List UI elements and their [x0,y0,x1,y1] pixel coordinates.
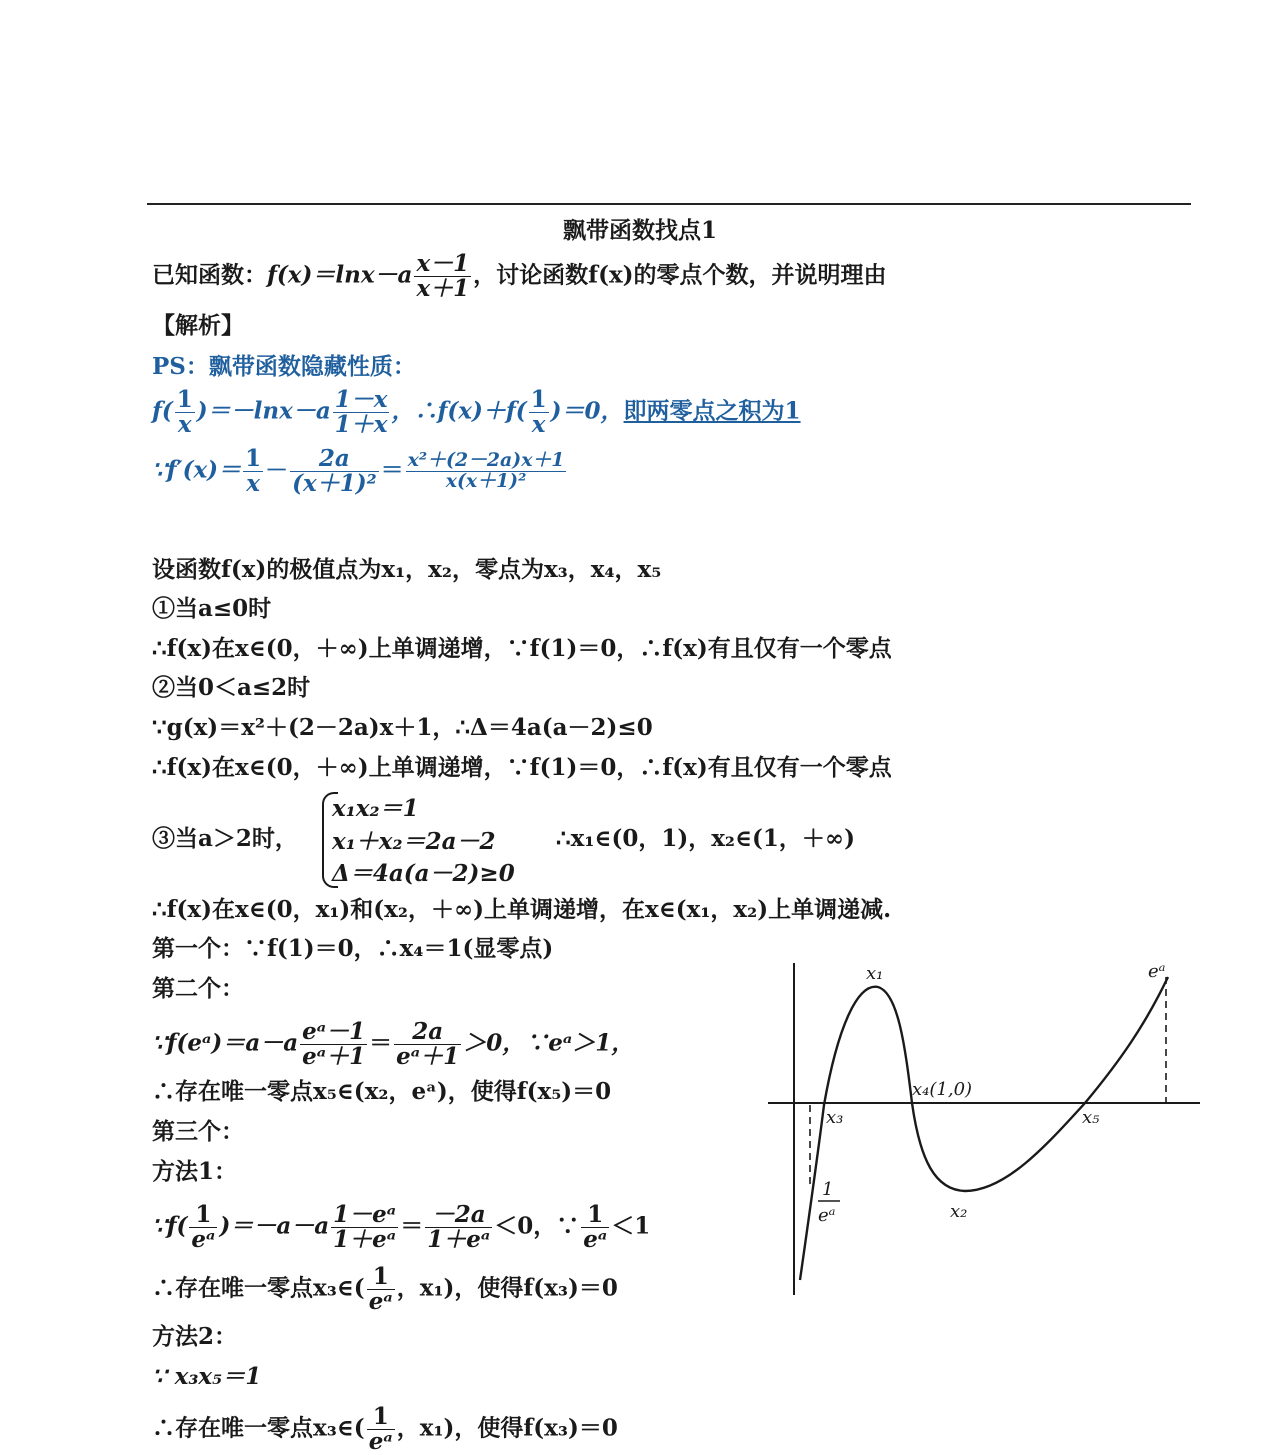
fraction-numerator: eᵃ－1 [302,1018,366,1045]
math-text: ＝ [369,1029,393,1057]
ps-fraction [406,451,567,492]
math-fraction [581,1203,609,1252]
system-eq-1: x₁x₂＝1 [332,795,419,822]
ps-line-1 [152,388,801,437]
fraction-denominator: eᵃ [583,1226,608,1254]
math-fraction [425,1203,492,1252]
method-1-result [152,1265,618,1314]
problem-statement [152,252,887,301]
first-zero: 第一个：∵f(1)＝0，∴x₄＝1(显零点) [152,935,554,962]
case-1-heading: ①当a≤0时 [152,595,272,622]
page-title: 飘带函数找点1 [562,217,717,244]
math-text: ∵f(eᵃ)＝a－a [152,1029,299,1057]
fraction-numerator: 1－eᵃ [333,1201,397,1228]
case-3-conclusion: ∴x₁∈(0，1)，x₂∈(1，＋∞) [556,825,855,852]
problem-prefix: 已知函数： [152,261,267,289]
fraction-denominator: 1＋eᵃ [333,1226,397,1254]
label-ea: eᵃ [1148,961,1166,982]
math-text: ＝ [400,1212,424,1240]
problem-fraction [414,252,471,301]
second-heading: 第二个： [152,975,244,1002]
ps-underlined-note: 即两零点之积为1 [623,397,801,425]
method-2-heading: 方法2： [152,1323,238,1350]
method-1-derivation [152,1203,650,1252]
label-x4: x₄(1,0) [912,1079,973,1100]
math-fraction [300,1020,367,1069]
math-text: ∵f( [152,1212,188,1240]
ps-line-2 [152,447,568,496]
math-text: )＝－a－a [219,1212,330,1240]
label-inverse-denominator: eᵃ [818,1205,836,1226]
ps-text: f( [152,397,173,425]
fraction-numerator: 1 [367,1265,395,1290]
fraction-denominator: x＋1 [416,275,470,303]
fraction-denominator: eᵃ [191,1226,216,1254]
ps-text: ∵f′(x)＝ [152,456,242,484]
top-rule [147,203,1191,205]
fraction-numerator: 1 [176,386,193,413]
system-eq-2: x₁＋x₂＝2a－2 [332,828,496,855]
setup-line: 设函数f(x)的极值点为x₁，x₂，零点为x₃，x₄，x₅ [152,556,662,583]
label-x3: x₃ [826,1107,844,1128]
ps-heading: PS：飘带函数隐藏性质： [152,353,416,380]
fraction-numerator: －2a [425,1203,492,1228]
function-graph [760,955,1205,1300]
label-x1: x₁ [866,963,884,984]
math-fraction [367,1405,395,1454]
fraction-numerator: 1 [189,1203,217,1228]
math-text: ＜1 [611,1212,651,1240]
case-1-result: ∴f(x)在x∈(0，＋∞)上单调递增，∵f(1)＝0，∴f(x)有且仅有一个零点 [152,635,892,662]
method-2-relation: ∵ x₃x₅＝1 [152,1363,262,1390]
math-text: ，x₁)，使得f(x₃)＝0 [396,1274,618,1302]
method-2-result [152,1405,618,1454]
fraction-numerator: 1 [367,1405,395,1430]
math-text: ∴存在唯一零点x₃∈( [152,1414,365,1442]
math-text: ＜0，∵ [494,1212,580,1240]
case-2-result: ∴f(x)在x∈(0，＋∞)上单调递增，∵f(1)＝0，∴f(x)有且仅有一个零点 [152,754,892,781]
ps-text: )＝0， [550,397,624,425]
fraction-numerator: 1 [530,386,547,413]
ps-fraction [243,447,263,496]
math-text: ，x₁)，使得f(x₃)＝0 [396,1414,618,1442]
label-x5: x₅ [1082,1107,1100,1128]
case-2-heading: ②当0＜a≤2时 [152,674,311,701]
fraction-denominator: x(x＋1)² [445,470,527,493]
function-definition: f(x)＝lnx－a [267,261,413,289]
fraction-numerator: x－1 [416,250,470,277]
math-fraction [367,1265,395,1314]
second-derivation [152,1020,634,1069]
fraction-denominator: (x＋1)² [292,470,377,498]
fraction-numerator: 1 [581,1203,609,1228]
math-fraction [331,1203,398,1252]
ps-text: － [265,456,289,484]
math-fraction [394,1020,461,1069]
fraction-numerator: 2a [290,447,379,472]
math-fraction [189,1203,217,1252]
fraction-numerator: 2a [394,1020,461,1045]
fraction-numerator: x²＋(2－2a)x＋1 [407,449,565,472]
fraction-denominator: eᵃ＋1 [302,1043,366,1071]
ps-text: )＝－lnx－a [196,397,331,425]
fraction-denominator: eᵃ [368,1428,393,1455]
fraction-denominator: eᵃ＋1 [396,1043,460,1071]
fraction-denominator: x [177,411,192,439]
third-heading: 第三个： [152,1118,244,1145]
second-result: ∴存在唯一零点x₅∈(x₂，eᵃ)，使得f(x₅)＝0 [152,1078,612,1105]
ps-text: ＝ [380,456,404,484]
problem-suffix: ，讨论函数f(x)的零点个数，并说明理由 [473,261,887,289]
fraction-denominator: 1＋x [334,411,388,439]
math-text: ∴存在唯一零点x₃∈( [152,1274,365,1302]
ps-fraction [290,447,379,496]
ps-fraction [333,388,390,437]
fraction-denominator: eᵃ [368,1288,393,1316]
analysis-heading: 【解析】 [152,312,244,339]
ps-text: ，∴f(x)＋f( [391,397,527,425]
function-curve [800,977,1168,1280]
case-3-heading: ③当a＞2时， [152,825,298,852]
math-text: ＞0，∵eᵃ＞1， [463,1029,635,1057]
fraction-numerator: 1 [245,445,262,472]
system-eq-3: Δ＝4a(a－2)≥0 [332,860,515,887]
fraction-denominator: x [531,411,546,439]
ps-fraction [175,388,195,437]
label-x2: x₂ [950,1201,968,1222]
ps-fraction [529,388,549,437]
fraction-numerator: 1－x [334,386,388,413]
case-2-g: ∵g(x)＝x²＋(2－2a)x＋1，∴Δ＝4a(a－2)≤0 [152,714,653,741]
fraction-denominator: x [246,470,260,498]
case-3-monotonicity: ∴f(x)在x∈(0，x₁)和(x₂，＋∞)上单调递增，在x∈(x₁，x₂)上单调递减. [152,896,892,923]
method-1-heading: 方法1： [152,1158,238,1185]
fraction-denominator: 1＋eᵃ [427,1226,491,1254]
label-inverse-numerator: 1 [822,1179,834,1200]
